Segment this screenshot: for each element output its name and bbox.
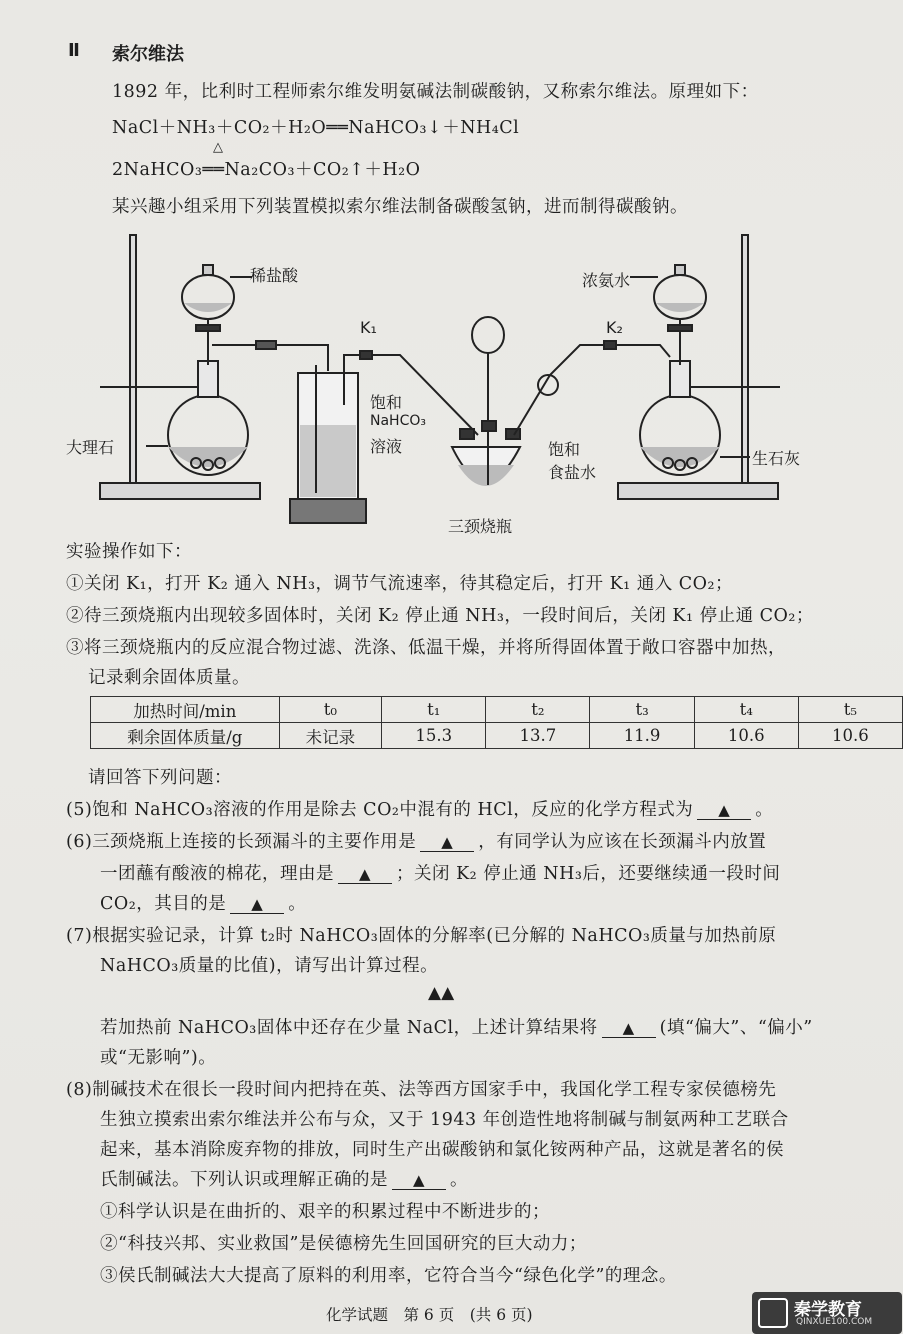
valve-k1 bbox=[360, 351, 372, 359]
table-cell: t₀ bbox=[279, 697, 382, 723]
question-7: (7)根据实验记录，计算 t₂时 NaHCO₃固体的分解率(已分解的 NaHCO₃质量与加热前原 bbox=[66, 926, 777, 946]
q8-text-last: 氏制碱法。下列认识或理解正确的是 bbox=[100, 1170, 388, 1190]
table-cell: t₄ bbox=[694, 697, 798, 723]
q7-text-c: 若加热前 NaHCO₃固体中还存在少量 NaCl，上述计算结果将 bbox=[100, 1018, 598, 1038]
question-8: (8)制碱技术在很长一段时间内把持在英、法等西方国家手中，我国化学工程专家侯德榜先 bbox=[66, 1080, 777, 1100]
q5-text: (5)饱和 NaHCO₃溶液的作用是除去 CO₂中混有的 HCl，反应的化学方程式为 bbox=[66, 800, 694, 820]
section-number: Ⅱ bbox=[68, 40, 80, 61]
label-dilute-hcl: 稀盐酸 bbox=[250, 266, 299, 285]
table-row bbox=[91, 697, 903, 723]
table-cell: 13.7 bbox=[486, 723, 590, 749]
triangle-icon: ▲ bbox=[718, 801, 731, 819]
valve-k2 bbox=[604, 341, 616, 349]
label-sat-brine-1: 饱和 bbox=[548, 440, 581, 459]
triangle-icon: ▲ bbox=[441, 833, 454, 851]
label-conc-ammonia: 浓氨水 bbox=[582, 271, 631, 290]
answer-blank[interactable] bbox=[602, 1019, 656, 1038]
data-table bbox=[90, 696, 903, 749]
answer-prompt: 请回答下列问题： bbox=[88, 768, 232, 788]
answer-blank[interactable] bbox=[230, 895, 284, 914]
right-funnel-bulb bbox=[654, 275, 706, 319]
triangle-icon: ▲ bbox=[622, 1019, 635, 1037]
label-sat-bicarb-3: 溶液 bbox=[370, 437, 403, 456]
logo-text: 秦学教育 bbox=[794, 1300, 862, 1320]
watermark-logo bbox=[752, 1292, 902, 1334]
answer-blank[interactable] bbox=[420, 833, 474, 852]
table-cell: t₃ bbox=[590, 697, 694, 723]
logo-url: QINXUE100.COM bbox=[796, 1317, 873, 1327]
logo-icon bbox=[758, 1298, 788, 1328]
q6-text-c: 一团蘸有酸液的棉花，理由是 bbox=[100, 864, 334, 884]
steps-title: 实验操作如下： bbox=[66, 542, 192, 562]
right-stand-base bbox=[618, 483, 778, 499]
equation-1: NaCl＋NH₃＋CO₂＋H₂O══NaHCO₃↓＋NH₄Cl bbox=[112, 118, 520, 138]
question-6-line2 bbox=[100, 860, 780, 885]
page-footer: 化学试题 第 6 页 (共 6 页) bbox=[326, 1306, 533, 1324]
table-cell: 15.3 bbox=[382, 723, 486, 749]
table-cell: 剩余固体质量/g bbox=[91, 723, 280, 749]
intro-text: 1892 年，比利时工程师索尔维发明氨碱法制碳酸钠，又称索尔维法。原理如下： bbox=[112, 82, 759, 102]
answer-blank[interactable] bbox=[338, 865, 392, 884]
label-sat-brine-2: 食盐水 bbox=[548, 463, 597, 482]
question-8-line3: 起来，基本消除废弃物的排放，同时生产出碳酸钠和氯化铵两种产品，这就是著名的侯 bbox=[100, 1140, 784, 1160]
left-stand-base bbox=[100, 483, 260, 499]
q7-text-d: (填“偏大”、“偏小” bbox=[659, 1018, 813, 1038]
label-k1: K₁ bbox=[360, 318, 377, 337]
table-cell: t₂ bbox=[486, 697, 590, 723]
triangle-icon: ▲ bbox=[251, 895, 264, 913]
label-marble: 大理石 bbox=[66, 438, 115, 457]
label-sat-bicarb-1: 饱和 bbox=[370, 393, 403, 412]
question-8-line4 bbox=[100, 1166, 468, 1191]
setup-intro: 某兴趣小组采用下列装置模拟索尔维法制备碳酸氢钠，进而制得碳酸钠。 bbox=[112, 197, 688, 217]
table-cell: 10.6 bbox=[798, 723, 902, 749]
apparatus-diagram bbox=[60, 225, 860, 535]
section-title: 索尔维法 bbox=[112, 44, 184, 65]
question-7-line3 bbox=[100, 1014, 813, 1039]
q6-text-d: ；关闭 K₂ 停止通 NH₃后，还要继续通一段时间 bbox=[396, 864, 781, 884]
table-cell: t₁ bbox=[382, 697, 486, 723]
table-cell: 11.9 bbox=[590, 723, 694, 749]
label-k2: K₂ bbox=[606, 318, 623, 337]
q6-text-e: CO₂，其目的是 bbox=[100, 894, 227, 914]
label-sat-bicarb-2: NaHCO₃ bbox=[370, 413, 426, 429]
table-cell: 未记录 bbox=[279, 723, 382, 749]
right-stand-rod bbox=[742, 235, 748, 485]
right-flask-neck bbox=[670, 361, 690, 397]
question-8-line2: 生独立摸索出索尔维法并公布与众，又于 1943 年创造性地将制碱与制氨两种工艺联合 bbox=[100, 1110, 789, 1130]
option-3: ③侯氏制碱法大大提高了原料的利用率，它符合当今“绿色化学”的理念。 bbox=[100, 1266, 677, 1286]
option-2: ②“科技兴邦、实业救国”是侯德榜先生回国研究的巨大动力； bbox=[100, 1234, 587, 1254]
table-cell: 10.6 bbox=[694, 723, 798, 749]
answer-blank[interactable] bbox=[697, 801, 751, 820]
table-cell: 加热时间/min bbox=[91, 697, 280, 723]
tube-right-to-flask bbox=[514, 345, 670, 435]
question-6 bbox=[66, 828, 766, 853]
left-stand-rod bbox=[130, 235, 136, 485]
equation-2: 2NaHCO₃══Na₂CO₃＋CO₂↑＋H₂O bbox=[112, 160, 421, 180]
left-flask-neck bbox=[198, 361, 218, 397]
step-3-cont: 记录剩余固体质量。 bbox=[88, 668, 250, 688]
table-cell: t₅ bbox=[798, 697, 902, 723]
label-quicklime: 生石灰 bbox=[752, 449, 801, 468]
step-2: ②待三颈烧瓶内出现较多固体时，关闭 K₂ 停止通 NH₃，一段时间后，关闭 K₁ 停止通 CO₂； bbox=[66, 606, 814, 626]
answer-blank[interactable] bbox=[392, 1171, 446, 1190]
left-funnel-bulb bbox=[182, 275, 234, 319]
question-6-line3 bbox=[100, 890, 306, 915]
question-5 bbox=[66, 796, 773, 821]
answer-area-marks[interactable]: ▲▲ bbox=[428, 983, 455, 1003]
option-1: ①科学认识是在曲折的、艰辛的积累过程中不断进步的； bbox=[100, 1202, 550, 1222]
triangle-icon: ▲ bbox=[358, 865, 372, 883]
q6-text-a: (6)三颈烧瓶上连接的长颈漏斗的主要作用是 bbox=[66, 832, 417, 852]
q6-text-f: 。 bbox=[288, 894, 307, 914]
table-row bbox=[91, 723, 903, 749]
q5-end: 。 bbox=[755, 800, 774, 820]
triangle-icon: ▲ bbox=[412, 1171, 426, 1189]
heat-condition: △ bbox=[213, 140, 223, 155]
q6-text-b: ，有同学认为应该在长颈漏斗内放置 bbox=[478, 832, 767, 852]
question-7-line2: NaHCO₃质量的比值)，请写出计算过程。 bbox=[100, 956, 439, 976]
q8-end: 。 bbox=[450, 1170, 468, 1190]
wash-bottle-stand bbox=[290, 499, 366, 523]
question-7-line4: 或“无影响”)。 bbox=[100, 1048, 217, 1068]
step-1: ①关闭 K₁，打开 K₂ 通入 NH₃，调节气流速率，待其稳定后，打开 K₁ 通入 CO₂； bbox=[66, 574, 734, 594]
step-3: ③将三颈烧瓶内的反应混合物过滤、洗涤、低温干燥，并将所得固体置于敞口容器中加热， bbox=[66, 638, 786, 658]
long-neck-funnel bbox=[472, 317, 504, 353]
label-three-neck: 三颈烧瓶 bbox=[448, 517, 513, 536]
